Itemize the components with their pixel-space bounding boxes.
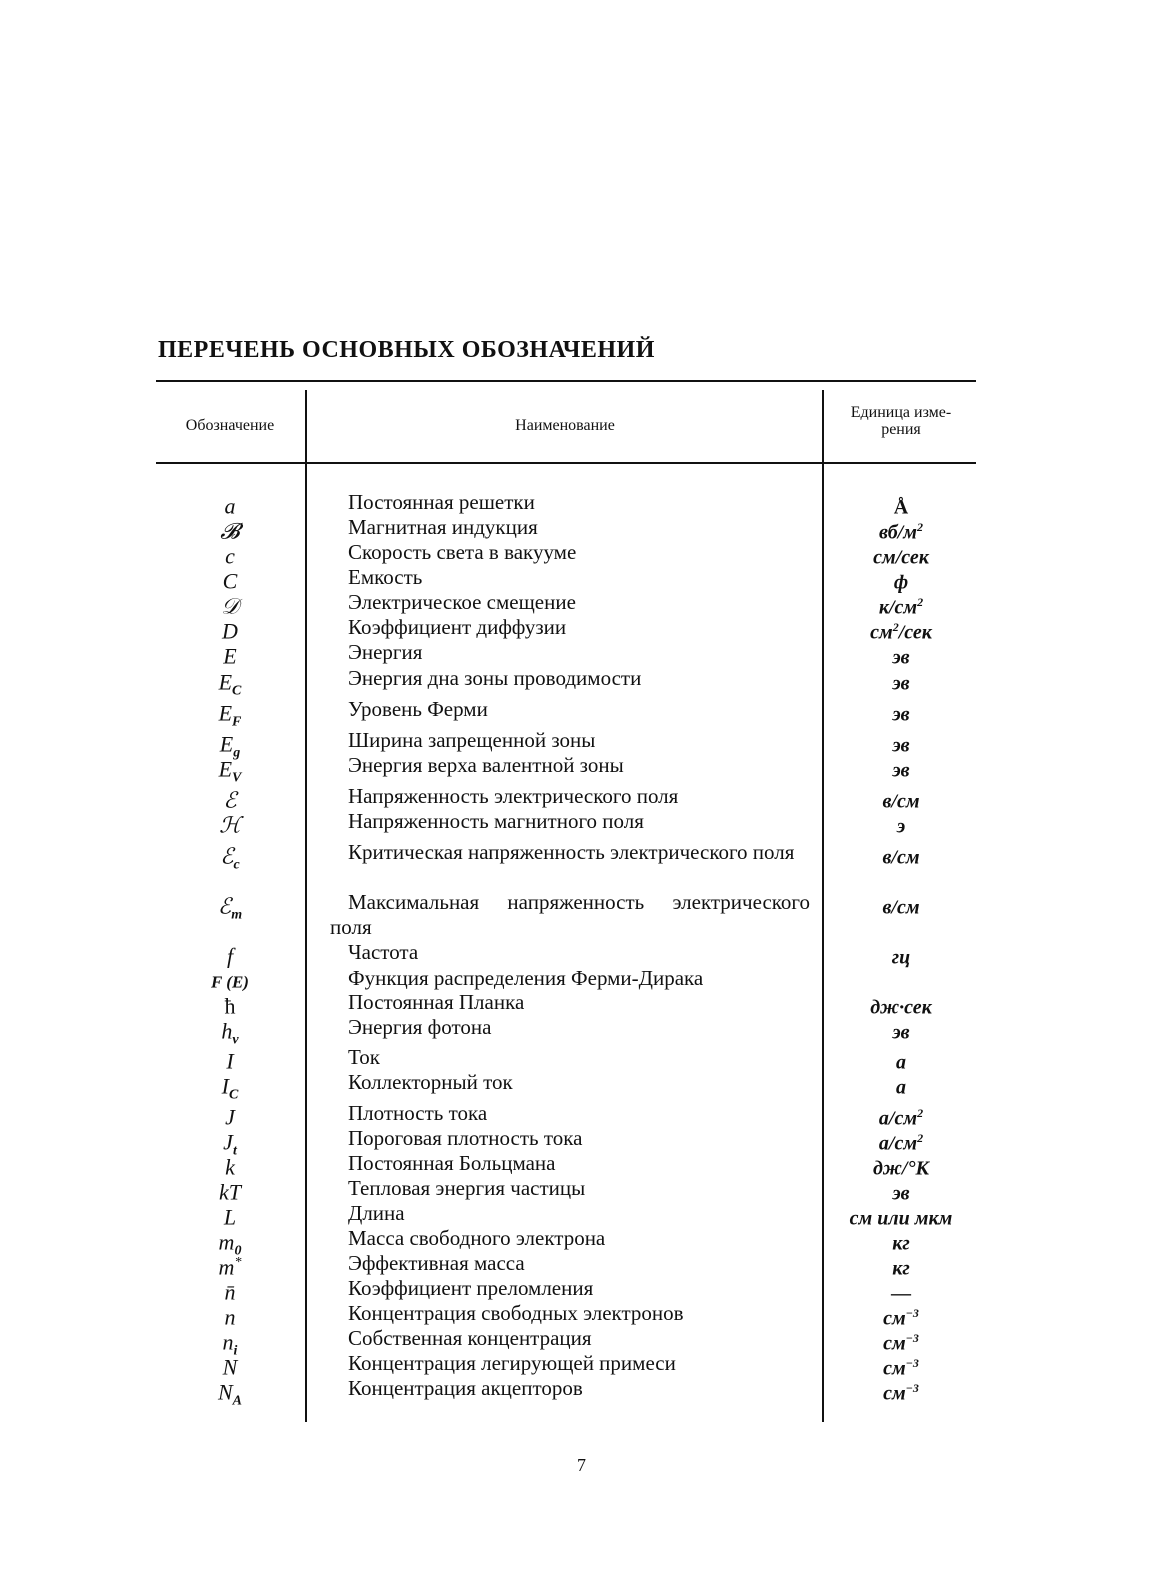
unit-cell: эв bbox=[892, 703, 910, 726]
name-cell: Постоянная решетки bbox=[348, 490, 535, 514]
symbol-cell: L bbox=[223, 1204, 237, 1230]
symbol-cell: $h_\nu$ bbox=[221, 1018, 239, 1048]
unit-cell: $а/см^2$ bbox=[878, 1131, 924, 1155]
unit-cell: $см^2$/сек bbox=[870, 620, 932, 644]
unit-cell: эв bbox=[892, 1182, 910, 1205]
name-cell: Эффективная масса bbox=[348, 1251, 525, 1275]
symbol-cell: n̄ bbox=[224, 1279, 236, 1305]
symbol-cell: f bbox=[226, 943, 234, 969]
unit-cell: см или мкм bbox=[849, 1207, 953, 1230]
unit-cell: э bbox=[896, 815, 906, 838]
name-cell: Постоянная Больцмана bbox=[348, 1151, 556, 1175]
symbol-cell: $E_g$ bbox=[219, 731, 241, 761]
unit-cell: ф bbox=[893, 571, 909, 594]
name-cell: Коэффициент преломления bbox=[348, 1276, 594, 1300]
unit-cell: эв bbox=[892, 672, 910, 695]
unit-cell: гц bbox=[891, 946, 911, 969]
header-unit-line1: Единица изме- bbox=[850, 404, 952, 421]
unit-cell: $см^{-3}$ bbox=[883, 1306, 919, 1330]
name-cell: Собственная концентрация bbox=[348, 1326, 592, 1350]
name-cell: Масса свободного электрона bbox=[348, 1226, 606, 1250]
header-unit bbox=[826, 404, 976, 438]
symbol-cell: $I_C$ bbox=[221, 1073, 239, 1103]
name-cell: Концентрация свободных электронов bbox=[348, 1301, 684, 1325]
unit-cell: $к/см^2$ bbox=[878, 595, 924, 619]
name-cell: Критическая напряженность электрического поля bbox=[348, 840, 795, 864]
symbol-cell: 𝓑 bbox=[220, 518, 240, 544]
symbol-cell: ħ bbox=[224, 993, 236, 1019]
unit-cell: $см^{-3}$ bbox=[883, 1381, 919, 1405]
symbol-cell: $E_C$ bbox=[218, 669, 242, 699]
symbol-cell: k bbox=[225, 1154, 235, 1180]
name-cell: Емкость bbox=[348, 565, 423, 589]
unit-cell: эв bbox=[892, 646, 910, 669]
name-cell: Электрическое смещение bbox=[348, 590, 576, 614]
name-cell: Концентрация акцепторов bbox=[348, 1376, 583, 1400]
unit-cell: в/см bbox=[882, 896, 920, 919]
unit-cell: $а/см^2$ bbox=[878, 1106, 924, 1130]
table-top-rule bbox=[156, 380, 976, 382]
name-cell: Концентрация легирующей примеси bbox=[348, 1351, 676, 1375]
symbol-cell: n bbox=[224, 1304, 236, 1330]
name-cell: Частота bbox=[348, 940, 419, 964]
name-cell: Максимальная напряженность электрического поля bbox=[330, 890, 810, 939]
symbol-cell: kT bbox=[219, 1179, 241, 1205]
page-number: 7 bbox=[577, 1455, 586, 1475]
unit-cell: а bbox=[896, 1051, 906, 1074]
name-cell: Ширина запрещенной зоны bbox=[348, 728, 596, 752]
column-divider-left bbox=[305, 390, 307, 1422]
unit-cell: кг bbox=[892, 1232, 910, 1255]
header-symbol: Обозначение bbox=[185, 417, 275, 434]
symbol-cell: ℰ$_c$ bbox=[220, 843, 240, 873]
symbol-cell: C bbox=[222, 568, 238, 594]
symbol-cell: $m_0$ bbox=[218, 1229, 242, 1259]
symbol-cell: $n_i$ bbox=[222, 1329, 238, 1359]
name-cell: Скорость света в вакууме bbox=[348, 540, 577, 564]
unit-cell: в/см bbox=[882, 846, 920, 869]
symbol-cell: a bbox=[224, 493, 236, 519]
symbol-cell: $J_t$ bbox=[223, 1129, 237, 1159]
name-cell: Длина bbox=[348, 1201, 405, 1225]
symbol-cell: ℰ bbox=[223, 787, 237, 813]
name-cell: Напряженность магнитного поля bbox=[348, 809, 644, 833]
name-cell: Функция распределения Ферми-Дирака bbox=[348, 966, 704, 990]
symbol-cell: ℋ bbox=[219, 812, 241, 838]
unit-cell: — bbox=[891, 1282, 911, 1305]
unit-cell: $см^{-3}$ bbox=[883, 1356, 919, 1380]
name-cell: Энергия верха валентной зоны bbox=[348, 753, 624, 777]
symbol-cell: D bbox=[222, 618, 238, 644]
name-cell: Коэффициент диффузии bbox=[348, 615, 567, 639]
name-cell: Напряженность электрического поля bbox=[348, 784, 679, 808]
name-cell: Плотность тока bbox=[348, 1101, 488, 1125]
table-header-rule bbox=[156, 462, 976, 464]
symbol-cell: c bbox=[225, 543, 235, 569]
unit-cell: дж·сек bbox=[870, 996, 932, 1019]
symbol-cell: m* bbox=[218, 1254, 242, 1280]
symbol-cell: J bbox=[225, 1104, 235, 1130]
name-cell: Энергия bbox=[348, 640, 423, 664]
name-cell: Энергия дна зоны проводимости bbox=[348, 666, 642, 690]
page-title: ПЕРЕЧЕНЬ ОСНОВНЫХ ОБОЗНАЧЕНИЙ bbox=[158, 337, 655, 363]
unit-cell: эв bbox=[892, 759, 910, 782]
name-cell: Магнитная индукция bbox=[348, 515, 538, 539]
name-cell: Уровень Ферми bbox=[348, 697, 488, 721]
symbol-cell: ℰ$_m$ bbox=[217, 893, 243, 923]
unit-cell: в/см bbox=[882, 790, 920, 813]
name-cell: Коллекторный ток bbox=[348, 1070, 513, 1094]
header-unit-line2: рения bbox=[881, 421, 921, 438]
name-cell: Тепловая энергия частицы bbox=[348, 1176, 586, 1200]
unit-cell: эв bbox=[892, 1021, 910, 1044]
unit-cell: Å bbox=[893, 496, 909, 519]
unit-cell: эв bbox=[892, 734, 910, 757]
unit-cell: $вб/м^2$ bbox=[879, 520, 923, 544]
unit-cell: а bbox=[896, 1076, 906, 1099]
symbol-cell: I bbox=[226, 1048, 234, 1074]
symbol-cell: N bbox=[222, 1354, 238, 1380]
symbol-cell: $E_F$ bbox=[218, 700, 242, 730]
unit-cell: кг bbox=[892, 1257, 910, 1280]
name-cell: Ток bbox=[348, 1045, 380, 1069]
symbol-cell: E bbox=[223, 643, 237, 669]
symbol-cell: $N_A$ bbox=[217, 1379, 243, 1409]
unit-cell: дж/°К bbox=[872, 1157, 930, 1180]
symbol-cell: $E_V$ bbox=[218, 756, 242, 786]
symbol-cell: F (E) bbox=[211, 972, 249, 992]
symbol-cell: 𝒟 bbox=[221, 593, 239, 619]
name-cell: Постоянная Планка bbox=[348, 990, 525, 1014]
name-cell: Пороговая плотность тока bbox=[348, 1126, 583, 1150]
name-cell: Энергия фотона bbox=[348, 1015, 492, 1039]
header-name: Наименование bbox=[515, 417, 615, 434]
unit-cell: см/сек bbox=[873, 546, 929, 569]
column-divider-right bbox=[822, 390, 824, 1422]
unit-cell: $см^{-3}$ bbox=[883, 1331, 919, 1355]
